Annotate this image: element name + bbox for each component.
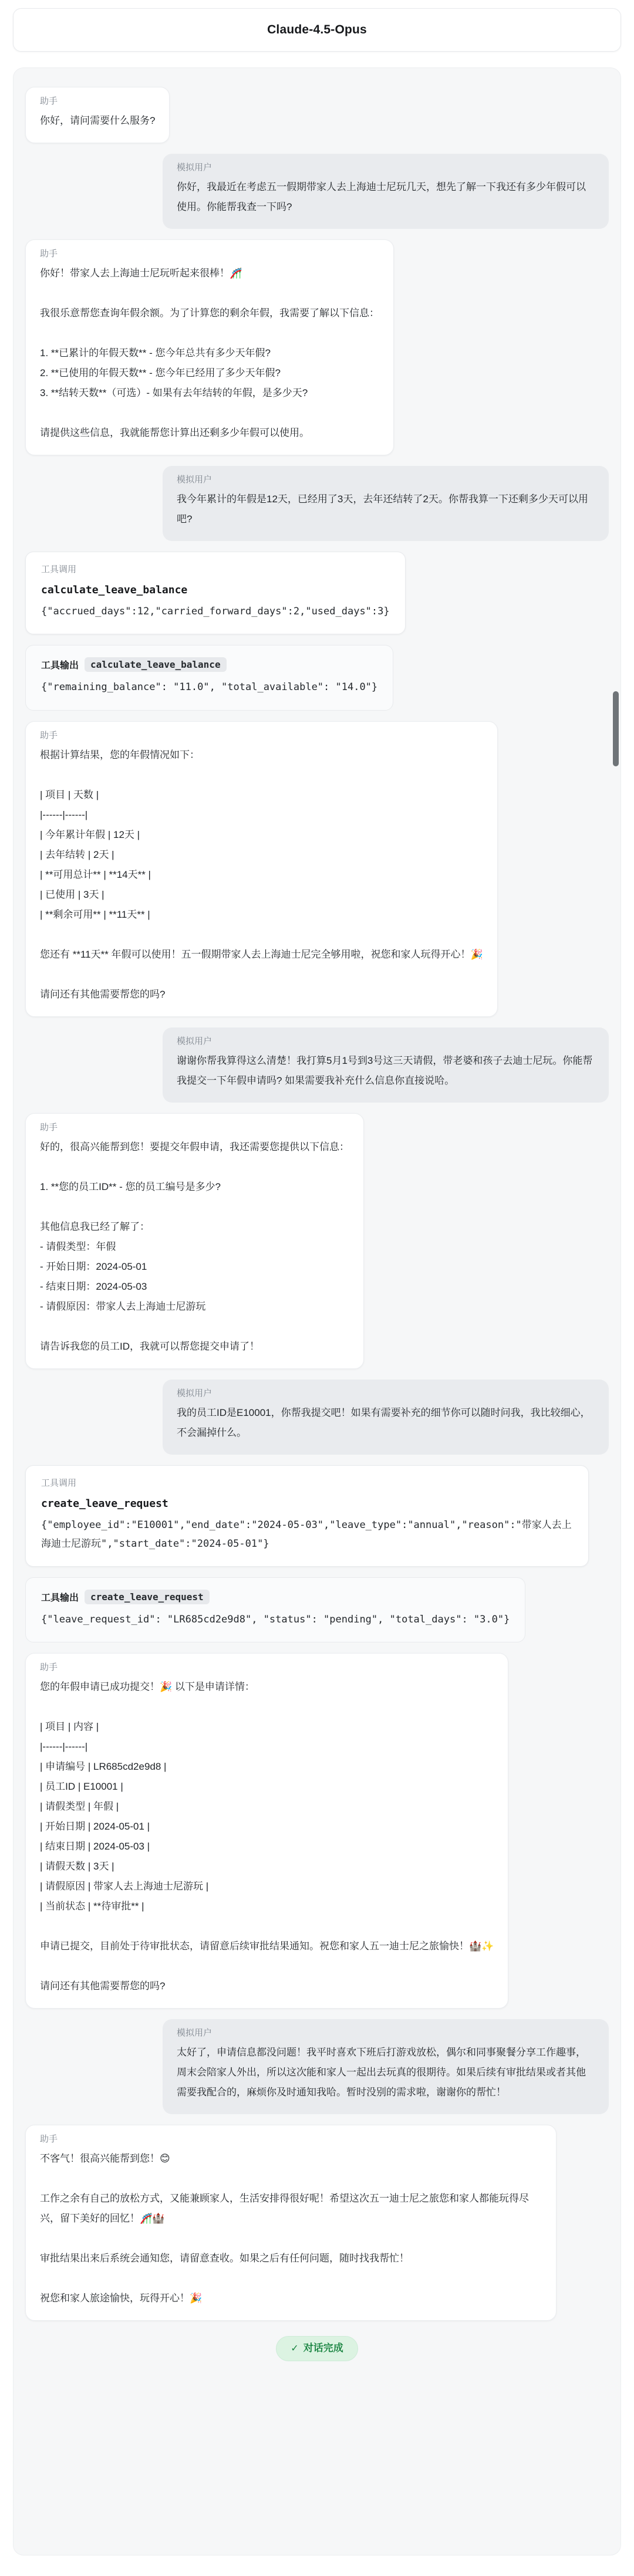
role-label: 助手 xyxy=(40,2134,58,2145)
message-row xyxy=(25,1380,609,1455)
message-text: 不客气！很高兴能帮到您！😊 工作之余有自己的放松方式，又能兼顾家人，生活安排得很好呢！希望这次五一迪士尼之旅您和家人都能玩得尽兴，留下美好的回忆！🎢🏰 审批结果出来后系统会通知您，请留意查收。如果之后有任何问题，随时找我帮忙！ 祝您和家人旅途愉快，玩得开心！🎉 xyxy=(40,2153,529,2304)
message-row xyxy=(25,1577,609,1642)
tool-output-header xyxy=(41,1590,510,1604)
assistant-message xyxy=(25,721,498,1017)
message-row xyxy=(25,466,609,541)
assistant-message xyxy=(25,1653,508,2009)
user-message xyxy=(163,1027,609,1103)
message-row xyxy=(25,645,609,710)
check-icon: ✓ xyxy=(291,2344,299,2354)
role-label: 模拟用户 xyxy=(177,475,213,485)
tool-args: {"employee_id":"E10001","end_date":"2024-05-03","leave_type":"annual","reason":"带家人去上海迪士尼游玩","start_date":"2024-05-01"} xyxy=(41,1519,572,1550)
message-text: 太好了，申请信息都没问题！我平时喜欢下班后打游戏放松，偶尔和同事聚餐分享工作趣事，周末会陪家人外出，所以这次能和家人一起出去玩真的很期待。如果后续有审批结果或者其他需要我配合的，麻烦你及时通知我哈。暂时没别的需求啦，谢谢你的帮忙！ xyxy=(177,2047,586,2098)
conversation-complete-badge xyxy=(276,2336,358,2361)
role-label: 模拟用户 xyxy=(177,1388,213,1398)
user-message xyxy=(163,1380,609,1455)
badge-row xyxy=(25,2336,609,2361)
assistant-message xyxy=(25,1113,364,1369)
role-label: 模拟用户 xyxy=(177,163,213,173)
message-row xyxy=(25,87,609,143)
tool-output-card xyxy=(25,645,393,710)
user-message xyxy=(163,2019,609,2114)
message-row xyxy=(25,154,609,229)
tool-call-card xyxy=(25,1465,589,1567)
message-row xyxy=(25,1113,609,1369)
message-text: 根据计算结果，您的年假情况如下： | 项目 | 天数 | |------|------| | 今年累计年假 | 12天 | | 去年结转 | 2天 | | **可用总计** | **14天** | | 已使用 | 3天 | | **剩余可用** | **11天** | 您还有 **11天** 年假可以使用！五一假期带家人去上海迪士尼完全够用啦，祝您和家人玩得开心！🎉 请问还有其他需要帮您的吗? xyxy=(40,749,483,1000)
message-text: 你好，我最近在考虑五一假期带家人去上海迪士尼玩几天，想先了解一下我还有多少年假可以使用。你能帮我查一下吗? xyxy=(177,181,586,212)
assistant-message xyxy=(25,2125,557,2321)
message-row xyxy=(25,1027,609,1103)
tool-name-chip: calculate_leave_balance xyxy=(85,657,227,672)
role-label: 模拟用户 xyxy=(177,2028,213,2039)
assistant-message xyxy=(25,87,170,143)
role-label: 助手 xyxy=(40,1122,58,1133)
tool-output-json: {"leave_request_id": "LR685cd2e9d8", "status": "pending", "total_days": "3.0"} xyxy=(41,1614,510,1626)
message-text: 谢谢你帮我算得这么清楚！我打算5月1号到3号这三天请假，带老婆和孩子去迪士尼玩。你能帮我提交一下年假申请吗? 如果需要我补充什么信息你直接说哈。 xyxy=(177,1054,593,1086)
role-label: 助手 xyxy=(40,96,58,106)
message-row xyxy=(25,2125,609,2321)
tool-output-header xyxy=(41,657,377,672)
tool-call-card xyxy=(25,552,406,634)
role-label: 模拟用户 xyxy=(177,1036,213,1046)
role-label: 助手 xyxy=(40,249,58,259)
tool-output-label: 工具输出 xyxy=(41,1593,79,1604)
assistant-message xyxy=(25,239,394,455)
message-row xyxy=(25,239,609,455)
tool-name: calculate_leave_balance xyxy=(41,584,188,596)
message-text: 好的，很高兴能帮到您！要提交年假申请，我还需要您提供以下信息： 1. **您的员工ID** - 您的员工编号是多少? 其他信息我已经了解了： - 请假类型：年假 - 开始日期：2024-05-01 - 结束日期：2024-05-03 - 请假原因：带家人去上海迪士尼游玩 请告诉我您的员工ID，我就可以帮您提交申请了！ xyxy=(40,1141,349,1352)
user-message xyxy=(163,466,609,541)
tool-call-label: 工具调用 xyxy=(41,1478,77,1488)
message-row xyxy=(25,1653,609,2009)
message-text: 您的年假申请已成功提交！🎉 以下是申请详情： | 项目 | 内容 | |------|------| | 申请编号 | LR685cd2e9d8 | | 员工ID | E10001 | | 请假类型 | 年假 | | 开始日期 | 2024-05-01 | | 结束日期 | 2024-05-03 | | 请假天数 | 3天 | | 请假原因 | 带家人去上海迪士尼游玩 | | 当前状态 | **待审批** | 申请已提交，目前处于待审批状态，请留意后续审批结果通知。祝您和家人五一迪士尼之旅愉快！🏰✨ 请问还有其他需要帮您的吗? xyxy=(40,1681,494,1992)
role-label: 助手 xyxy=(40,730,58,741)
tool-name-chip: create_leave_request xyxy=(85,1590,210,1604)
message-text: 你好，请问需要什么服务? xyxy=(40,115,156,126)
tool-args: {"accrued_days":12,"carried_forward_days":2,"used_days":3} xyxy=(41,606,390,617)
message-text: 我今年累计的年假是12天，已经用了3天，去年还结转了2天。你帮我算一下还剩多少天可以用吧? xyxy=(177,493,588,525)
tool-name: create_leave_request xyxy=(41,1497,168,1510)
message-text: 你好！带家人去上海迪士尼玩听起来很棒！🎢 我很乐意帮您查询年假余额。为了计算您的剩余年假，我需要了解以下信息： 1. **已累计的年假天数** - 您今年总共有多少天年假? 2. **已使用的年假天数** - 您今年已经用了多少天年假? 3. **结转天数**（可选）- 如果有去年结转的年假，是多少天? 请提供这些信息，我就能帮您计算出还剩多少年假可以使用。 xyxy=(40,268,379,438)
message-text: 我的员工ID是E10001，你帮我提交吧！如果有需要补充的细节你可以随时问我，我比较细心，不会漏掉什么。 xyxy=(177,1407,591,1438)
tool-output-json: {"remaining_balance": "11.0", "total_available": "14.0"} xyxy=(41,681,378,694)
tool-output-card xyxy=(25,1577,525,1642)
badge-label: 对话完成 xyxy=(303,2342,343,2354)
message-row xyxy=(25,721,609,1017)
chat-panel xyxy=(13,67,621,2555)
tool-output-label: 工具输出 xyxy=(41,661,79,671)
model-title-bar xyxy=(13,8,621,52)
user-message xyxy=(163,154,609,229)
tool-call-label: 工具调用 xyxy=(41,564,77,574)
role-label: 助手 xyxy=(40,1662,58,1673)
page-title: Claude-4.5-Opus xyxy=(267,23,367,36)
scrollbar-thumb[interactable] xyxy=(613,691,619,766)
message-row xyxy=(25,2019,609,2114)
message-row xyxy=(25,1465,609,1567)
message-row xyxy=(25,552,609,634)
